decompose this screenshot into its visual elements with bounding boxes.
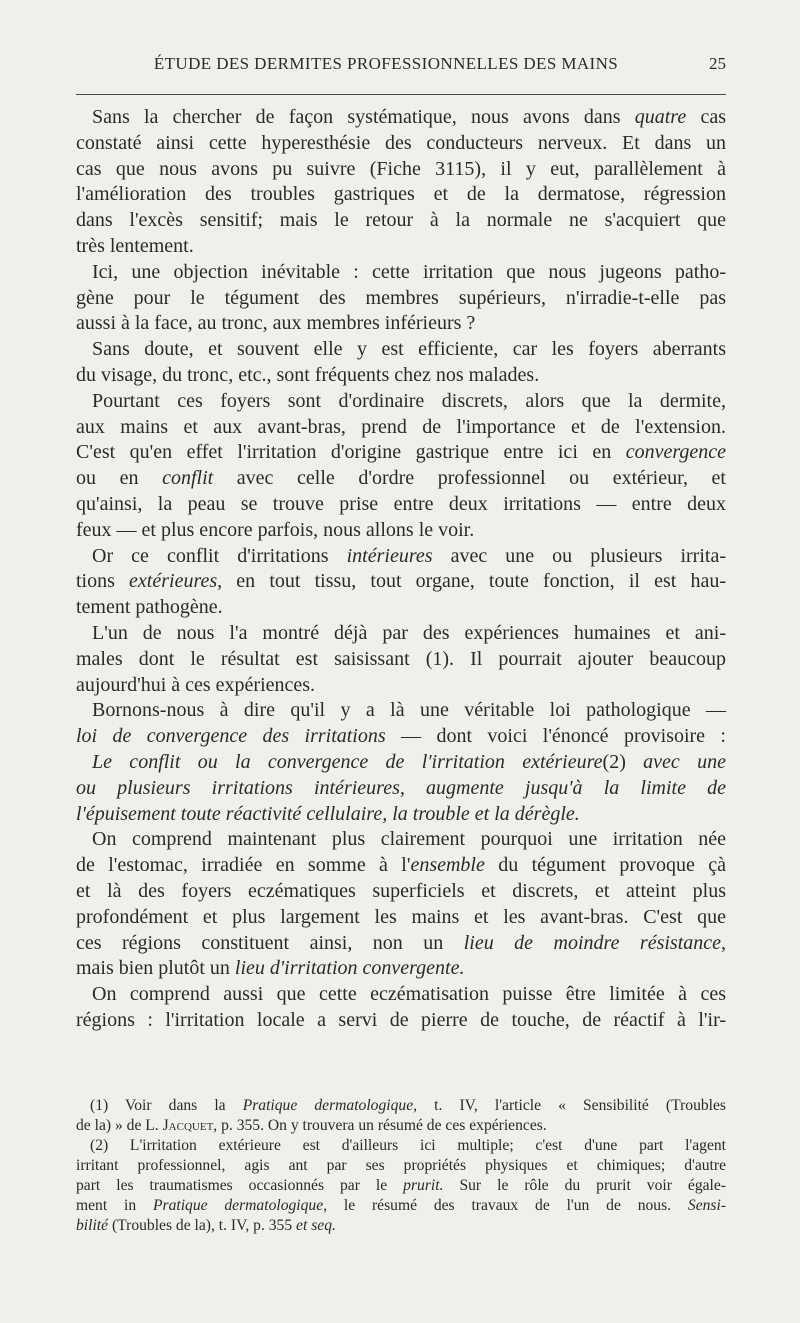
text-line bbox=[76, 311, 726, 337]
text-line bbox=[76, 802, 726, 828]
text-line bbox=[76, 260, 726, 286]
text-line bbox=[76, 286, 726, 312]
italic-text: quatre bbox=[634, 106, 687, 128]
text-line bbox=[76, 492, 726, 518]
text-run: constaté ainsi cette hyperesthésie des conducteurs nerveux. Et dans un bbox=[76, 131, 726, 154]
text-line bbox=[76, 827, 726, 853]
italic-text: avec une bbox=[625, 750, 726, 773]
text-line bbox=[76, 673, 726, 699]
text-run: L'un de nous l'a montré déjà par des expériences humaines et ani- bbox=[92, 621, 726, 644]
running-header bbox=[76, 54, 726, 78]
text-run: mais bien plutôt un bbox=[76, 957, 235, 980]
text-line bbox=[76, 363, 726, 389]
text-run: males dont le résultat est saisissant (1). Il pourrait ajouter beaucoup bbox=[76, 647, 726, 670]
italic-text: ensemble bbox=[410, 854, 485, 877]
italic-text: extérieures, bbox=[129, 570, 223, 593]
text-run: Sans doute, et souvent elle y est efficiente, car les foyers aberrants bbox=[92, 338, 726, 361]
text-line bbox=[76, 569, 726, 595]
body-text bbox=[76, 105, 726, 1034]
text-run: Ici, une objection inévitable : cette irritation que nous jugeons patho- bbox=[92, 260, 726, 283]
text-run: dans l'excès sensitif; mais le retour à la normale ne s'acquiert que bbox=[76, 209, 726, 232]
text-run: (2) bbox=[602, 750, 626, 773]
text-line bbox=[76, 905, 726, 931]
italic-text: Le conflit ou la convergence de l'irritation extérieure bbox=[92, 750, 603, 773]
text-line bbox=[76, 647, 726, 673]
text-run: aujourd'hui à ces expériences. bbox=[76, 673, 316, 696]
text-run: On comprend maintenant plus clairement pourquoi une irritation née bbox=[92, 828, 726, 851]
footnote-line bbox=[76, 1216, 726, 1236]
italic-text: ou plusieurs irritations intérieures, augmente jusqu'à la limite de bbox=[76, 776, 726, 799]
text-run: Sur le rôle du prurit voir égale- bbox=[443, 1177, 726, 1194]
text-run: , p. 355. On y trouvera un résumé de ces expériences. bbox=[213, 1117, 547, 1134]
text-run: aussi à la face, au tronc, aux membres inférieurs ? bbox=[76, 312, 476, 335]
text-run: de l'estomac, irradiée en somme à l' bbox=[76, 854, 411, 877]
text-run: Pourtant ces foyers sont d'ordinaire discrets, alors que la dermite, bbox=[92, 389, 726, 412]
text-run: du tégument provoque çà bbox=[484, 854, 726, 877]
italic-text: intérieures bbox=[346, 544, 433, 567]
footnotes bbox=[76, 1096, 726, 1236]
text-run: — dont voici l'énoncé provisoire : bbox=[385, 725, 726, 748]
text-run: (Troubles de la), t. IV, p. 355 bbox=[108, 1217, 297, 1234]
text-run: en tout tissu, tout organe, toute fonction, il est hau- bbox=[222, 570, 726, 593]
text-line bbox=[76, 131, 726, 157]
text-line bbox=[76, 105, 726, 131]
text-run: de la) » de L. bbox=[76, 1117, 163, 1134]
text-line bbox=[76, 544, 726, 570]
italic-text: loi de convergence des irritations bbox=[76, 725, 386, 748]
text-line bbox=[76, 776, 726, 802]
text-line bbox=[76, 208, 726, 234]
italic-text: Pratique dermatologique, bbox=[152, 1197, 328, 1214]
page-number: 25 bbox=[709, 54, 726, 73]
text-run: C'est qu'en effet l'irritation d'origine gastrique entre ici en bbox=[76, 441, 626, 464]
text-run: ou en bbox=[76, 467, 163, 490]
italic-text: l'épuisement toute réactivité cellulaire, la trouble et la dérègle. bbox=[76, 802, 580, 825]
footnote-line bbox=[76, 1196, 726, 1216]
text-line bbox=[76, 466, 726, 492]
running-title: ÉTUDE DES DERMITES PROFESSIONNELLES DES MAINS bbox=[153, 54, 619, 73]
italic-text: lieu de moindre résistance, bbox=[463, 931, 726, 954]
text-run: Sans la chercher de façon systématique, nous avons dans bbox=[92, 106, 635, 128]
italic-text: Sensi- bbox=[687, 1197, 727, 1214]
text-line bbox=[76, 931, 726, 957]
footnote-line bbox=[76, 1176, 726, 1196]
text-line bbox=[76, 698, 726, 724]
text-line bbox=[76, 440, 726, 466]
text-line bbox=[76, 595, 726, 621]
text-run: régions : l'irritation locale a servi de pierre de touche, de réactif à l'ir- bbox=[76, 1008, 726, 1031]
text-run: part les traumatismes occasionnés par le bbox=[76, 1177, 404, 1194]
text-line bbox=[76, 879, 726, 905]
text-run: et là des foyers eczématiques superficiels et discrets, et atteint plus bbox=[76, 879, 726, 902]
footnote-line bbox=[76, 1116, 726, 1136]
text-line bbox=[76, 724, 726, 750]
italic-text: bilité bbox=[76, 1217, 109, 1234]
text-line bbox=[76, 337, 726, 363]
text-line bbox=[76, 518, 726, 544]
text-run: (1) Voir dans la bbox=[90, 1097, 243, 1114]
text-run: profondément et plus largement les mains et les avant-bras. C'est que bbox=[76, 905, 726, 928]
italic-text: convergence bbox=[625, 441, 726, 464]
text-run: gène pour le tégument des membres supérieurs, n'irradie-t-elle pas bbox=[76, 286, 726, 309]
text-run: cas que nous avons pu suivre (Fiche 3115), il y eut, parallèlement à bbox=[76, 157, 726, 180]
text-line bbox=[76, 1008, 726, 1034]
text-line bbox=[76, 982, 726, 1008]
text-run: t. IV, l'article « Sensibilité (Troubles bbox=[417, 1097, 726, 1114]
text-run: avec celle d'ordre professionnel ou extérieur, et bbox=[213, 467, 726, 490]
italic-text: prurit. bbox=[403, 1177, 444, 1194]
italic-text: lieu d'irritation convergente. bbox=[234, 957, 465, 980]
text-line bbox=[76, 182, 726, 208]
text-run: feux — et plus encore parfois, nous allons le voir. bbox=[76, 518, 475, 541]
text-line bbox=[76, 621, 726, 647]
text-run: ment in bbox=[76, 1197, 153, 1214]
text-run: avec une ou plusieurs irrita- bbox=[432, 544, 726, 567]
text-run: On comprend aussi que cette eczématisation puisse être limitée à ces bbox=[92, 983, 726, 1006]
text-run: Or ce conflit d'irritations bbox=[92, 544, 347, 567]
italic-text: et seq. bbox=[296, 1217, 336, 1234]
text-run: Jacquet bbox=[162, 1117, 214, 1134]
text-run: Bornons-nous à dire qu'il y a là une véritable loi pathologique — bbox=[92, 699, 726, 722]
text-line bbox=[76, 853, 726, 879]
text-run: qu'ainsi, la peau se trouve prise entre deux irritations — entre deux bbox=[76, 492, 726, 515]
text-line bbox=[76, 157, 726, 183]
header-rule bbox=[76, 94, 726, 95]
text-run: irritant professionnel, agis ant par ses propriétés physiques et chimiques; d'autre bbox=[76, 1157, 726, 1174]
text-run: tement pathogène. bbox=[76, 596, 223, 619]
text-line bbox=[76, 234, 726, 260]
italic-text: Pratique dermatologique, bbox=[242, 1097, 418, 1114]
text-line bbox=[76, 389, 726, 415]
text-run: le résumé des travaux de l'un de nous. bbox=[327, 1197, 688, 1214]
text-line bbox=[76, 956, 726, 982]
footnote-line bbox=[76, 1156, 726, 1176]
footnote-line bbox=[76, 1096, 726, 1116]
text-run: ces régions constituent ainsi, non un bbox=[76, 931, 464, 954]
footnote-line bbox=[76, 1136, 726, 1156]
text-run: très lentement. bbox=[76, 234, 194, 257]
text-line bbox=[76, 750, 726, 776]
text-run: l'amélioration des troubles gastriques et de la dermatose, régression bbox=[76, 183, 726, 206]
text-run: du visage, du tronc, etc., sont fréquents chez nos malades. bbox=[76, 363, 540, 386]
text-run: cas bbox=[686, 106, 726, 128]
text-run: tions bbox=[76, 570, 130, 593]
text-line bbox=[76, 415, 726, 441]
italic-text: conflit bbox=[162, 467, 214, 490]
text-run: (2) L'irritation extérieure est d'ailleurs ici multiple; c'est d'une part l'agent bbox=[90, 1137, 726, 1154]
text-run: aux mains et aux avant-bras, prend de l'importance et de l'extension. bbox=[76, 415, 726, 438]
